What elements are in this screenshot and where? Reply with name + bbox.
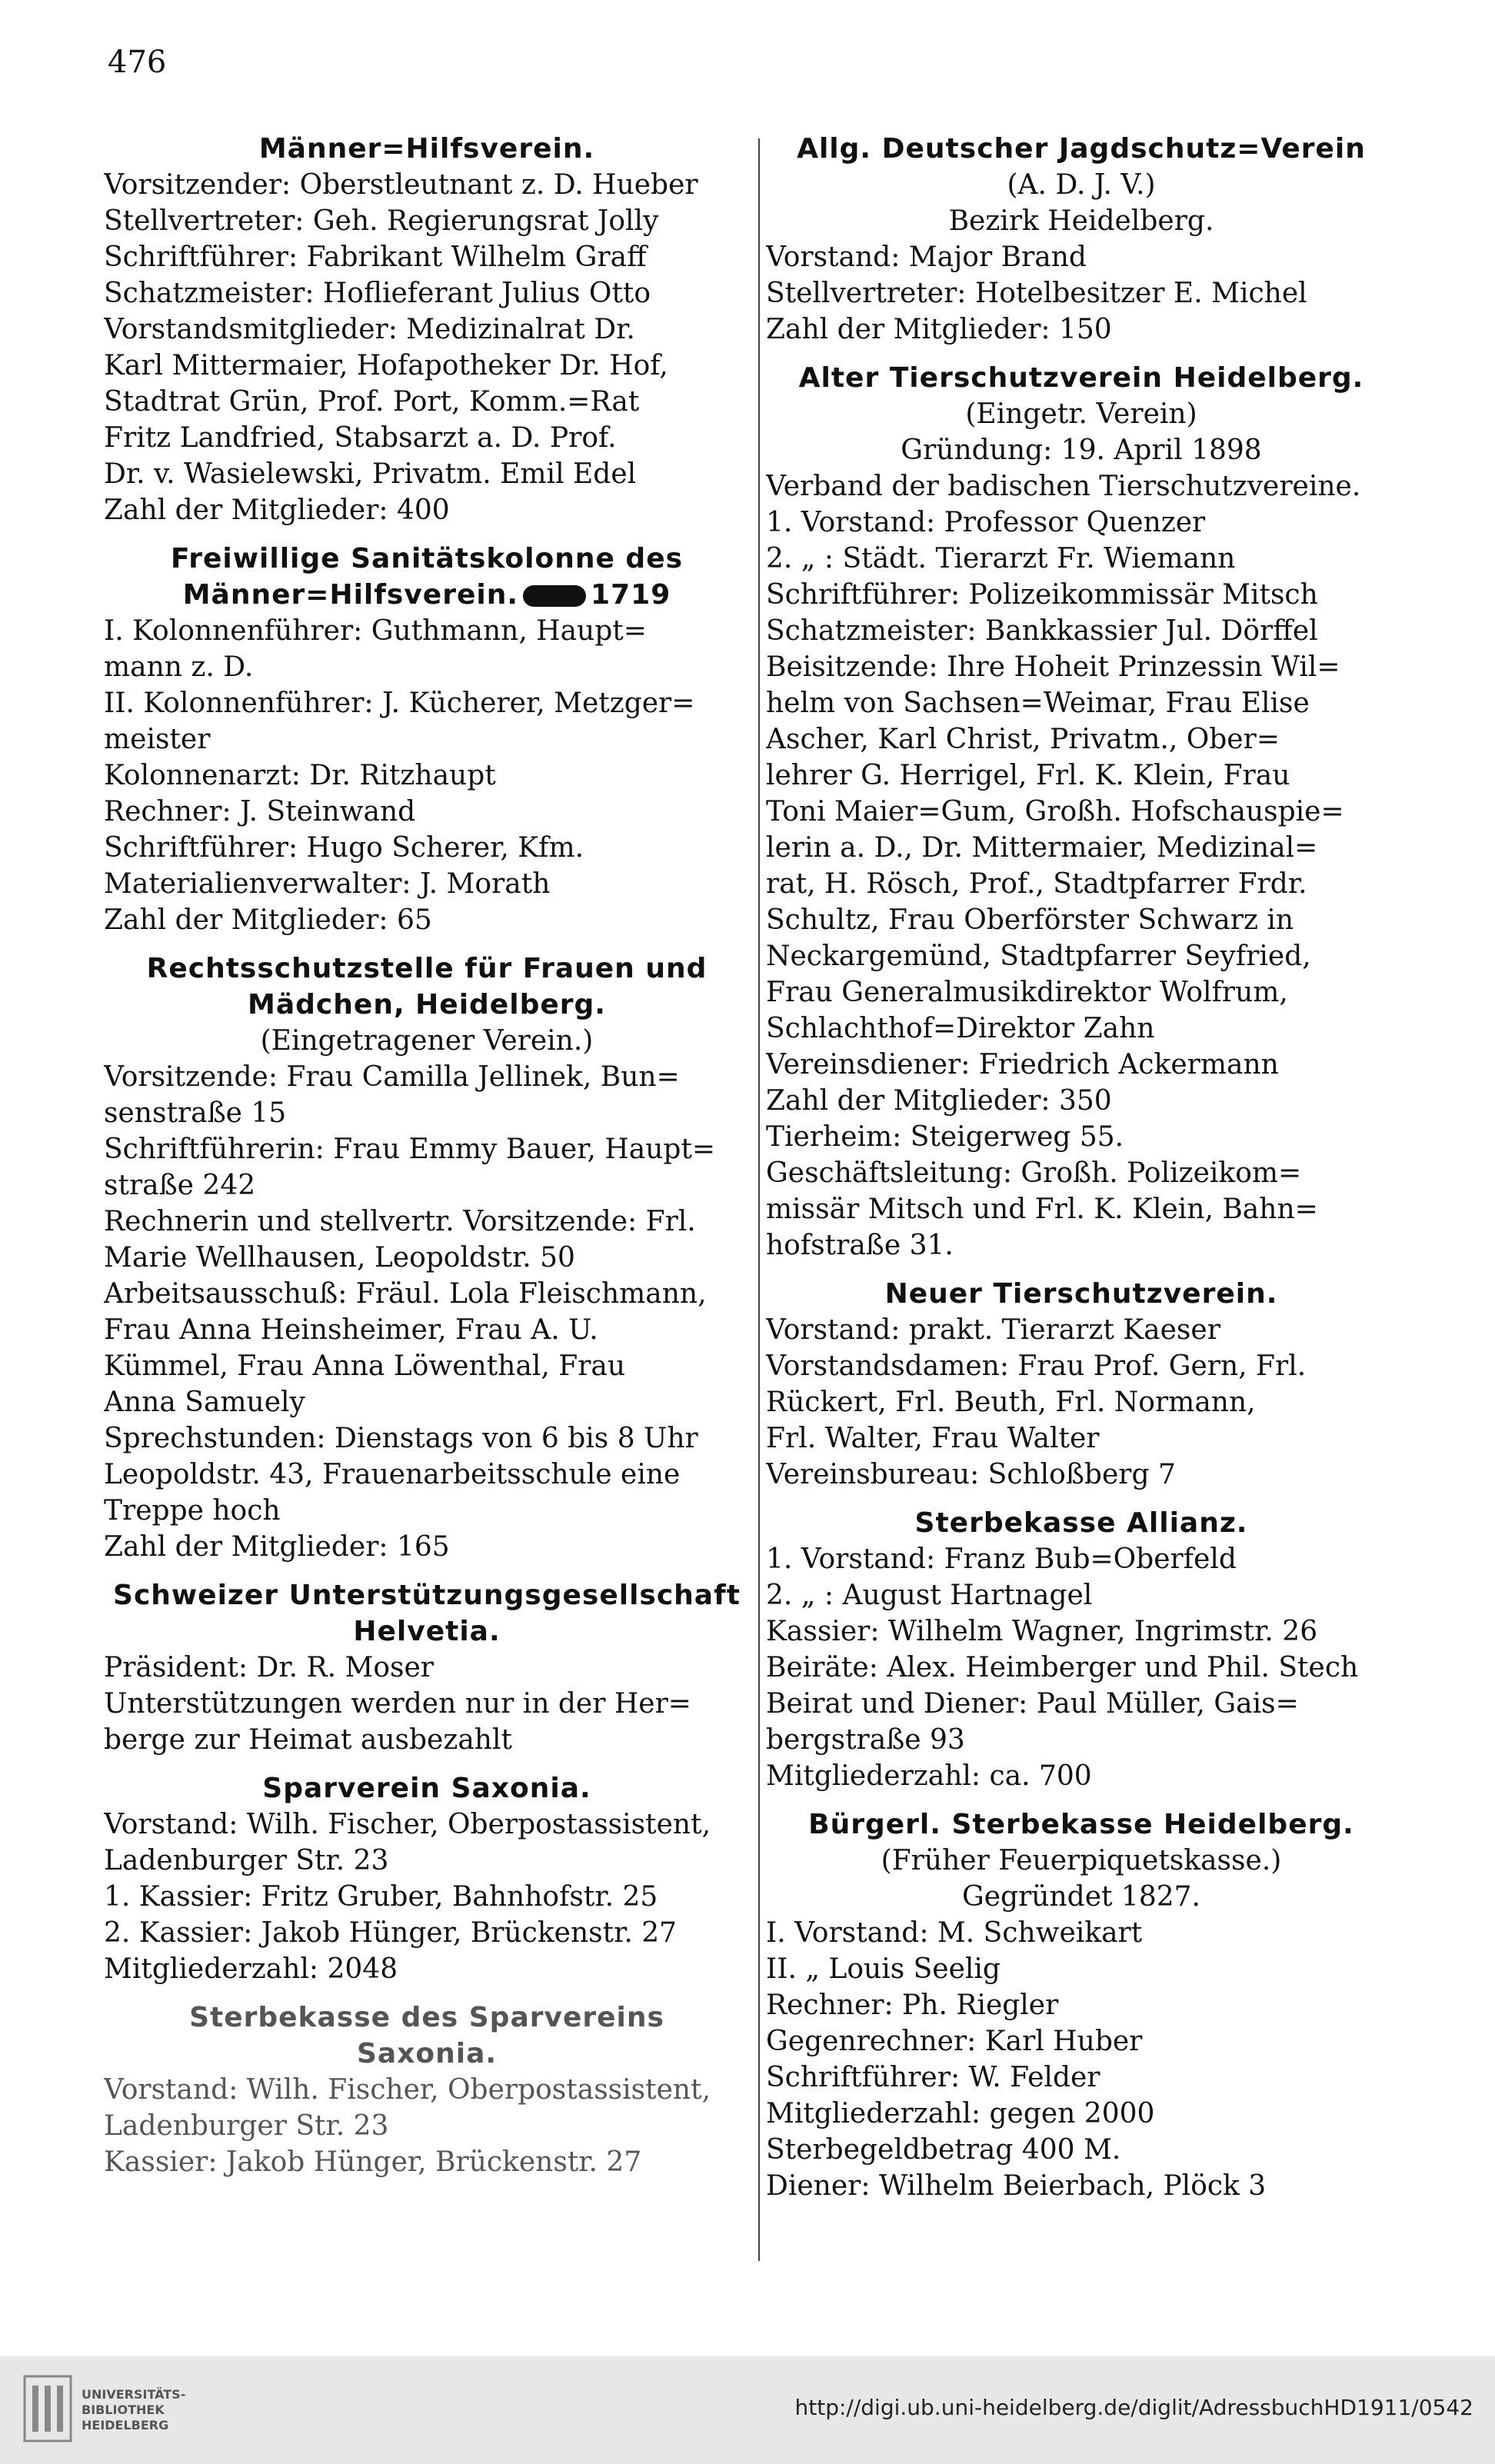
- column-divider: [758, 138, 760, 2261]
- entry-line: Vorstand: Wilh. Fischer, Oberpostassistent,: [104, 2074, 711, 2106]
- entry-line: Sterbegeldbetrag 400 M.: [766, 2134, 1121, 2166]
- entry-line: Zahl der Mitglieder: 165: [104, 1531, 450, 1563]
- directory-section: [766, 1505, 1397, 1794]
- entry-line: Schriftführer: Fabrikant Wilhelm Graff: [104, 241, 647, 273]
- entry-line: Schriftführer: Polizeikommissär Mitsch: [766, 579, 1318, 611]
- entry-line: Frau Anna Heinsheimer, Frau A. U.: [104, 1314, 598, 1346]
- entry-line: 2. Kassier: Jakob Hünger, Brückenstr. 27: [104, 1917, 678, 1949]
- entry-line: Schatzmeister: Hoflieferant Julius Otto: [104, 278, 651, 309]
- entry-line: Beiräte: Alex. Heimberger und Phil. Stech: [766, 1652, 1359, 1683]
- section-subtitle: Gegründet 1827.: [961, 1881, 1200, 1913]
- entry-line: Marie Wellhausen, Leopoldstr. 50: [104, 1242, 575, 1274]
- footer-bar: [0, 2356, 1495, 2464]
- source-url-link[interactable]: http://digi.ub.uni-heidelberg.de/diglit/AdressbuchHD1911/0542: [794, 2395, 1473, 2420]
- entry-line: Ascher, Karl Christ, Privatm., Ober=: [766, 724, 1280, 755]
- entry-line: Zahl der Mitglieder: 400: [104, 494, 450, 526]
- directory-section: [766, 360, 1397, 1264]
- entry-line: Frl. Walter, Frau Walter: [766, 1423, 1100, 1454]
- entry-line: Vereinsdiener: Friedrich Ackermann: [766, 1049, 1279, 1080]
- entry-line: Unterstützungen werden nur in der Her=: [104, 1688, 691, 1720]
- entry-line: 1. Kassier: Fritz Gruber, Bahnhofstr. 25: [104, 1881, 658, 1913]
- entry-line: Vorstand: Major Brand: [766, 241, 1087, 273]
- entry-line: Sprechstunden: Dienstags von 6 bis 8 Uhr: [104, 1423, 698, 1454]
- right-column: [766, 131, 1397, 2216]
- entry-line: lehrer G. Herrigel, Frl. K. Klein, Frau: [766, 760, 1290, 791]
- section-heading-text: Männer=Hilfsverein.: [182, 579, 519, 611]
- entry-line: Ladenburger Str. 23: [104, 1845, 389, 1876]
- entry-line: Vorstand: Wilh. Fischer, Oberpostassistent,: [104, 1809, 711, 1840]
- directory-section: [104, 1770, 750, 1987]
- entry-line: Toni Maier=Gum, Großh. Hofschauspie=: [766, 796, 1344, 827]
- entry-line: Vorstandsmitglieder: Medizinalrat Dr.: [104, 314, 635, 345]
- directory-section: [766, 1276, 1397, 1493]
- entry-line: Kassier: Wilhelm Wagner, Ingrimstr. 26: [766, 1616, 1318, 1647]
- library-name: UNIVERSITÄTS- BIBLIOTHEK HEIDELBERG: [82, 2387, 186, 2432]
- entry-line: Arbeitsausschuß: Fräul. Lola Fleischmann,: [104, 1278, 707, 1310]
- section-heading: Freiwillige Sanitätskolonne des: [170, 543, 684, 574]
- directory-section: [104, 541, 750, 938]
- directory-section: [766, 131, 1397, 348]
- entry-line: 2. „ : August Hartnagel: [766, 1580, 1093, 1611]
- entry-line: Kassier: Jakob Hünger, Brückenstr. 27: [104, 2146, 642, 2178]
- section-subtitle: (Eingetragener Verein.): [260, 1025, 594, 1057]
- entry-line: Tierheim: Steigerweg 55.: [766, 1121, 1124, 1153]
- directory-section: [104, 2000, 750, 2180]
- section-heading: Alter Tierschutzverein Heidelberg.: [798, 362, 1364, 394]
- entry-line: Leopoldstr. 43, Frauenarbeitsschule eine: [104, 1459, 681, 1490]
- entry-line: Zahl der Mitglieder: 150: [766, 314, 1112, 345]
- entry-line: Mitgliederzahl: gegen 2000: [766, 2098, 1155, 2129]
- section-heading: Männer=Hilfsverein.: [258, 133, 595, 165]
- entry-line: Zahl der Mitglieder: 65: [104, 904, 432, 936]
- library-logo-icon: [22, 2372, 74, 2446]
- entry-line: Vereinsbureau: Schloßberg 7: [766, 1459, 1176, 1490]
- entry-line: I. Vorstand: M. Schweikart: [766, 1917, 1143, 1949]
- entry-line: Verband der badischen Tierschutzvereine.: [766, 471, 1361, 502]
- directory-section: [766, 1806, 1397, 2204]
- telephone-icon: [523, 585, 586, 607]
- entry-line: Rechnerin und stellvertr. Vorsitzende: Frl.: [104, 1206, 696, 1237]
- section-subtitle: Gründung: 19. April 1898: [901, 435, 1262, 466]
- directory-section: [104, 131, 750, 528]
- entry-line: Neckargemünd, Stadtpfarrer Seyfried,: [766, 941, 1311, 972]
- entry-line: hofstraße 31.: [766, 1230, 954, 1261]
- entry-line: straße 242: [104, 1170, 256, 1201]
- entry-line: Geschäftsleitung: Großh. Polizeikom=: [766, 1157, 1302, 1189]
- entry-line: Rechner: Ph. Riegler: [766, 1990, 1059, 2021]
- entry-line: berge zur Heimat ausbezahlt: [104, 1724, 512, 1756]
- entry-line: Mitgliederzahl: 2048: [104, 1953, 398, 1985]
- entry-line: Treppe hoch: [104, 1495, 281, 1527]
- page-number: 476: [108, 45, 167, 80]
- entry-line: Vorstandsdamen: Frau Prof. Gern, Frl.: [766, 1350, 1307, 1382]
- entry-line: II. „ Louis Seelig: [766, 1953, 1001, 1985]
- entry-line: Mitgliederzahl: ca. 700: [766, 1760, 1092, 1792]
- section-subtitle: Bezirk Heidelberg.: [948, 205, 1214, 237]
- entry-line: Kümmel, Frau Anna Löwenthal, Frau: [104, 1350, 626, 1382]
- entry-line: II. Kolonnenführer: J. Kücherer, Metzger=: [104, 688, 695, 719]
- section-heading: Rechtsschutzstelle für Frauen und: [146, 953, 708, 984]
- entry-line: Rückert, Frl. Beuth, Frl. Normann,: [766, 1387, 1256, 1418]
- entry-line: Vorsitzende: Frau Camilla Jellinek, Bun=: [104, 1061, 680, 1093]
- section-heading: Helvetia.: [353, 1616, 501, 1647]
- entry-line: Vorstand: prakt. Tierarzt Kaeser: [766, 1314, 1220, 1346]
- section-heading: Mädchen, Heidelberg.: [248, 989, 606, 1021]
- entry-line: Ladenburger Str. 23: [104, 2110, 389, 2142]
- entry-line: Stellvertreter: Hotelbesitzer E. Michel: [766, 278, 1307, 309]
- entry-line: Schriftführer: Hugo Scherer, Kfm.: [104, 832, 584, 864]
- phone-number: 1719: [591, 579, 671, 611]
- entry-line: Schlachthof=Direktor Zahn: [766, 1013, 1155, 1044]
- entry-line: Diener: Wilhelm Beierbach, Plöck 3: [766, 2170, 1267, 2202]
- entry-line: Schriftführerin: Frau Emmy Bauer, Haupt=: [104, 1134, 716, 1165]
- entry-line: rat, H. Rösch, Prof., Stadtpfarrer Frdr.: [766, 868, 1307, 900]
- directory-section: [104, 951, 750, 1565]
- entry-line: Stellvertreter: Geh. Regierungsrat Jolly: [104, 205, 659, 237]
- entry-line: Vorsitzender: Oberstleutnant z. D. Hueber: [104, 169, 698, 201]
- section-heading: Neuer Tierschutzverein.: [884, 1278, 1278, 1310]
- section-heading: Bürgerl. Sterbekasse Heidelberg.: [808, 1809, 1354, 1840]
- entry-line: missär Mitsch und Frl. K. Klein, Bahn=: [766, 1194, 1318, 1225]
- section-heading: Sterbekasse des Sparvereins: [189, 2002, 664, 2033]
- entry-line: Anna Samuely: [104, 1387, 305, 1418]
- entry-line: Beirat und Diener: Paul Müller, Gais=: [766, 1688, 1299, 1720]
- left-column: [104, 131, 750, 2193]
- entry-line: Rechner: J. Steinwand: [104, 796, 416, 827]
- entry-line: Schriftführer: W. Felder: [766, 2062, 1100, 2093]
- entry-line: Beisitzende: Ihre Hoheit Prinzessin Wil=: [766, 651, 1340, 683]
- entry-line: Dr. v. Wasielewski, Privatm. Emil Edel: [104, 458, 637, 490]
- entry-line: Frau Generalmusikdirektor Wolfrum,: [766, 977, 1288, 1008]
- entry-line: I. Kolonnenführer: Guthmann, Haupt=: [104, 615, 647, 647]
- entry-line: mann z. D.: [104, 651, 254, 683]
- section-heading: Schweizer Unterstützungsgesellschaft: [113, 1580, 741, 1611]
- section-subtitle: (Früher Feuerpiquetskasse.): [881, 1845, 1282, 1876]
- entry-line: helm von Sachsen=Weimar, Frau Elise: [766, 688, 1310, 719]
- section-heading: Allg. Deutscher Jagdschutz=Verein: [797, 133, 1366, 165]
- entry-line: Stadtrat Grün, Prof. Port, Komm.=Rat: [104, 386, 640, 418]
- entry-line: 2. „ : Städt. Tierarzt Fr. Wiemann: [766, 543, 1236, 574]
- entry-line: Schatzmeister: Bankkassier Jul. Dörffel: [766, 615, 1318, 647]
- section-heading: [104, 577, 750, 613]
- section-heading: Saxonia.: [356, 2038, 498, 2069]
- entry-line: bergstraße 93: [766, 1724, 965, 1756]
- entry-line: 1. Vorstand: Franz Bub=Oberfeld: [766, 1543, 1237, 1575]
- section-heading: Sparverein Saxonia.: [262, 1773, 591, 1804]
- entry-line: 1. Vorstand: Professor Quenzer: [766, 507, 1206, 538]
- entry-line: lerin a. D., Dr. Mittermaier, Medizinal=: [766, 832, 1318, 864]
- entry-line: senstraße 15: [104, 1097, 287, 1129]
- entry-line: Kolonnenarzt: Dr. Ritzhaupt: [104, 760, 496, 791]
- section-subtitle: (Eingetr. Verein): [965, 398, 1197, 430]
- entry-line: Gegenrechner: Karl Huber: [766, 2026, 1143, 2057]
- entry-line: meister: [104, 724, 211, 755]
- entry-line: Schultz, Frau Oberförster Schwarz in: [766, 904, 1294, 936]
- directory-section: [104, 1577, 750, 1758]
- section-subtitle: (A. D. J. V.): [1007, 169, 1156, 201]
- entry-line: Zahl der Mitglieder: 350: [766, 1085, 1112, 1117]
- section-heading: Sterbekasse Allianz.: [914, 1507, 1248, 1539]
- entry-line: Karl Mittermaier, Hofapotheker Dr. Hof,: [104, 350, 668, 381]
- entry-line: Fritz Landfried, Stabsarzt a. D. Prof.: [104, 422, 617, 454]
- entry-line: Materialienverwalter: J. Morath: [104, 868, 551, 900]
- entry-line: Präsident: Dr. R. Moser: [104, 1652, 434, 1683]
